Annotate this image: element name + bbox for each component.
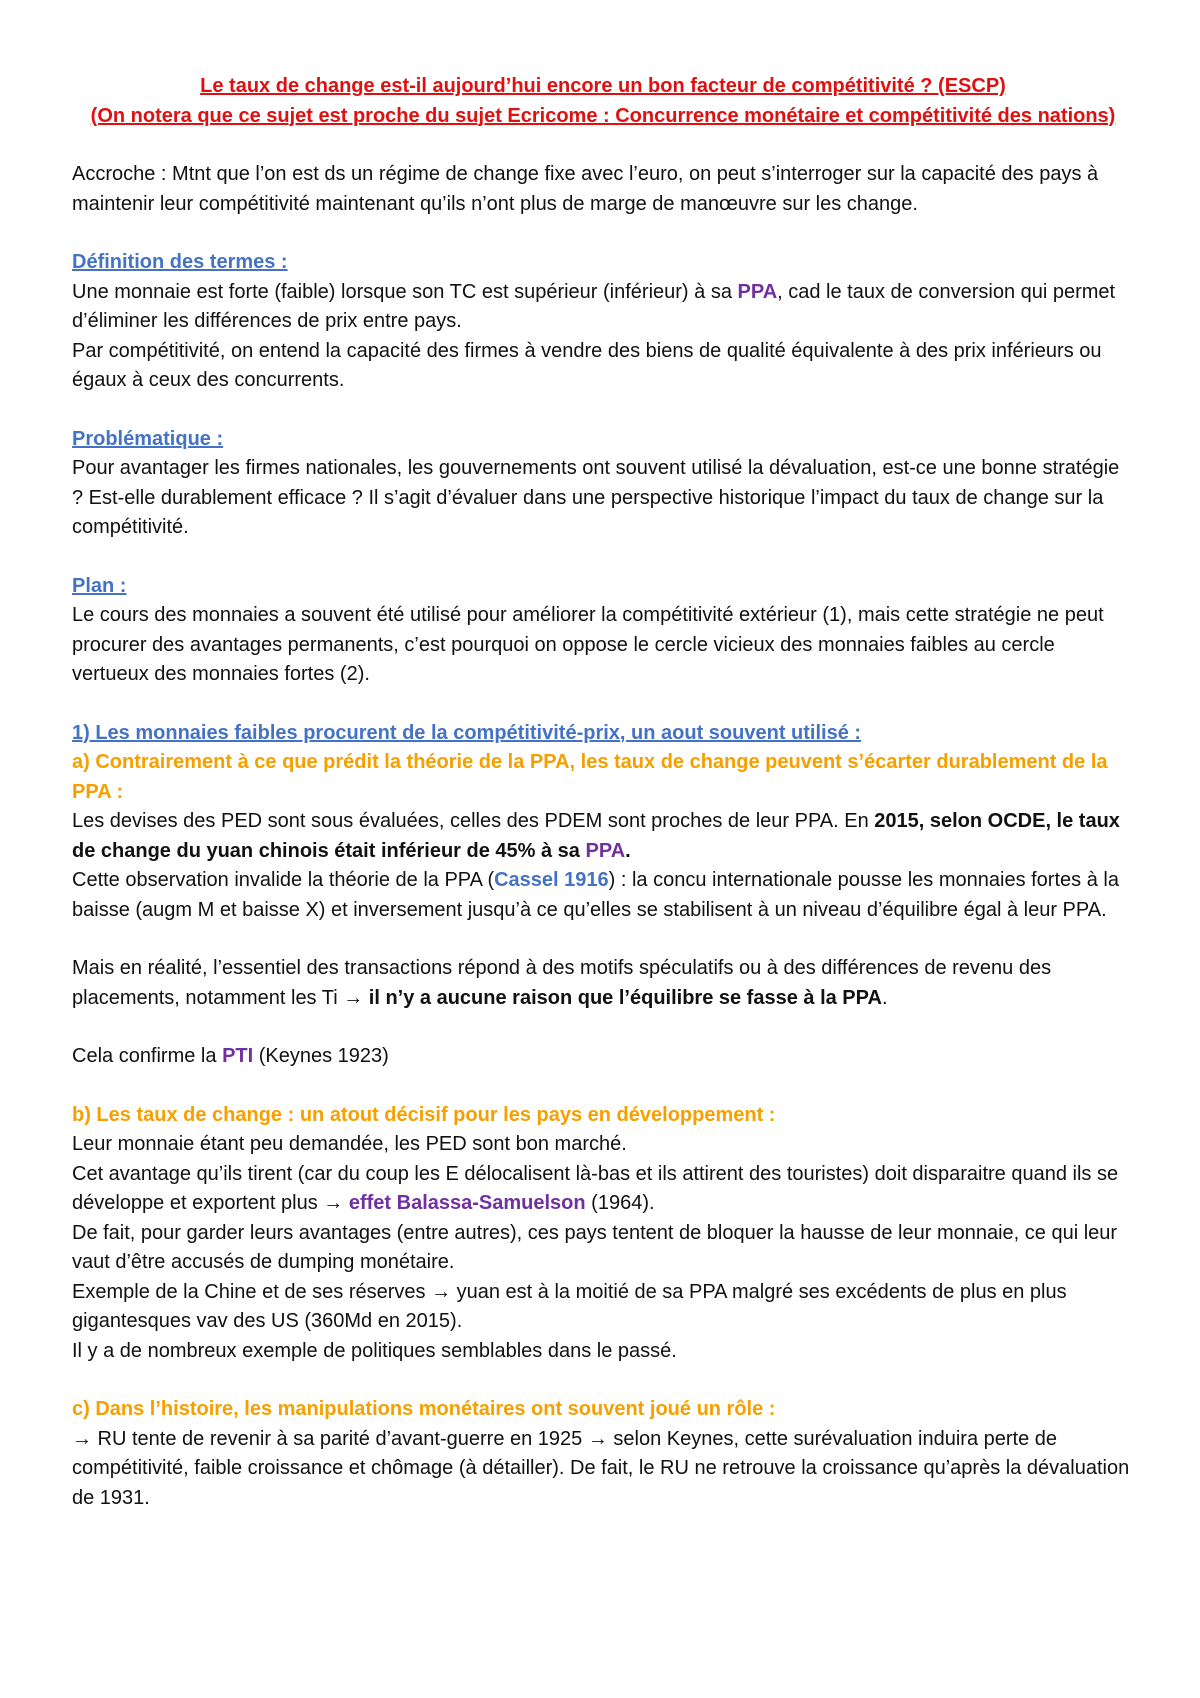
plan-paragraph: Le cours des monnaies a souvent été utilisé pour améliorer la compétitivité extérieur (1), mais cette stratégie ne peut procurer des avantages permanents, c’est pourquoi on oppose le cercle vicieux des monnaies faibles au cercle vertueux des monnaies fortes (2).	[72, 604, 1104, 685]
problematique-section	[72, 425, 1134, 543]
plan-section	[72, 572, 1134, 690]
ppa-term: PPA	[585, 839, 626, 862]
arrow-icon: →	[587, 1427, 608, 1450]
part1-b-line-5: Il y a de nombreux exemple de politiques semblables dans le passé.	[72, 1339, 677, 1362]
arrow-icon: →	[323, 1192, 344, 1214]
arrow-icon: →	[72, 1427, 92, 1450]
part1-b-heading: b) Les taux de change : un atout décisif pour les pays en développement :	[72, 1103, 776, 1126]
part1-heading: 1) Les monnaies faibles procurent de la compétitivité-prix, un aout souvent utilisé :	[72, 721, 862, 744]
title-line-1: Le taux de change est-il aujourd’hui encore un bon facteur de compétitivité ? (ESCP)	[200, 75, 1006, 97]
arrow-icon: →	[431, 1280, 452, 1303]
part1-a-paragraph-2: Cette observation invalide la théorie de la PPA (Cassel 1916) : la concu internationale pousse les monnaies fortes à la baisse (augm M et baisse X) et inversement jusqu’à ce qu’elles se stabilisent à un niveau d’équilibre égal à leur PPA.	[72, 869, 1119, 921]
definition-section	[72, 248, 1134, 396]
part1-subsection-c	[72, 1395, 1134, 1513]
pti-term: PTI	[222, 1045, 254, 1067]
part1-b-line-3: De fait, pour garder leurs avantages (entre autres), ces pays tentent de bloquer la hausse de leur monnaie, ce qui leur vaut d’être accusés de dumping monétaire.	[72, 1221, 1118, 1273]
definition-paragraph-2: Par compétitivité, on entend la capacité des firmes à vendre des biens de qualité équivalente à des prix inférieurs ou égaux à ceux des concurrents.	[72, 339, 1102, 391]
part1-a-paragraph-3: Mais en réalité, l’essentiel des transactions répond à des motifs spéculatifs ou à des différences de revenu des placements, notamment les Ti → il n’y a aucune raison que l’équilibre se fasse à la PPA.	[72, 957, 1052, 1009]
part1-a-paragraph-4: Cela confirme la PTI (Keynes 1923)	[72, 1045, 389, 1067]
accroche-paragraph: Accroche : Mtnt que l’on est ds un régime de change fixe avec l’euro, on peut s’interroger sur la capacité des pays à maintenir leur compétitivité maintenant qu’ils n’ont plus de marge de manœuvre sur les change.	[72, 163, 1099, 215]
part1-subsection-a	[72, 719, 1134, 926]
document-page	[72, 72, 1134, 1513]
definition-paragraph-1: Une monnaie est forte (faible) lorsque son TC est supérieur (inférieur) à sa PPA, cad le taux de conversion qui permet d’éliminer les différences de prix entre pays.	[72, 280, 1116, 332]
problematique-heading: Problématique :	[72, 427, 224, 450]
balassa-samuelson-term: effet Balassa-Samuelson	[343, 1192, 586, 1214]
title-line-2: (On notera que ce sujet est proche du sujet Ecricome : Concurrence monétaire et compétitivité des nations)	[90, 104, 1116, 127]
part1-b-line-4: Exemple de la Chine et de ses réserves → yuan est à la moitié de sa PPA malgré ses excédents de plus en plus gigantesques vav des US (360Md en 2015).	[72, 1280, 1067, 1332]
part1-c-heading: c) Dans l’histoire, les manipulations monétaires ont souvent joué un rôle :	[72, 1398, 776, 1420]
definition-heading: Définition des termes :	[72, 251, 288, 273]
document-title	[72, 72, 1134, 131]
ppa-term: PPA	[737, 280, 778, 303]
problematique-paragraph: Pour avantager les firmes nationales, les gouvernements ont souvent utilisé la dévaluation, est-ce une bonne stratégie ? Est-elle durablement efficace ? Il s’agit d’évaluer dans une perspective historique l’impact du taux de change sur la compétitivité.	[72, 457, 1120, 538]
part1-b-line-1: Leur monnaie étant peu demandée, les PED sont bon marché.	[72, 1133, 627, 1155]
part1-b-line-2: Cet avantage qu’ils tirent (car du coup les E délocalisent là-bas et ils attirent des touristes) doit disparaitre quand ils se développe et exportent plus → effet Balassa-Samuelson (1964).	[72, 1162, 1119, 1214]
plan-heading: Plan :	[72, 574, 127, 597]
arrow-icon: →	[343, 986, 364, 1009]
part1-subsection-b	[72, 1101, 1134, 1367]
part1-c-paragraph: → RU tente de revenir à sa parité d’avant-guerre en 1925 → selon Keynes, cette surévaluation induira perte de compétitivité, faible croissance et chômage (à détailler). De fait, le RU ne retrouve la croissance qu’après la dévaluation de 1931.	[72, 1427, 1130, 1509]
cassel-reference: Cassel 1916	[494, 869, 609, 891]
part1-a-heading: a) Contrairement à ce que prédit la théorie de la PPA, les taux de change peuvent s’écarter durablement de la PPA :	[72, 751, 1108, 803]
part1-a-paragraph-1: Les devises des PED sont sous évaluées, celles des PDEM sont proches de leur PPA. En 2015, selon OCDE, le taux de change du yuan chinois était inférieur de 45% à sa PPA.	[72, 810, 1120, 862]
